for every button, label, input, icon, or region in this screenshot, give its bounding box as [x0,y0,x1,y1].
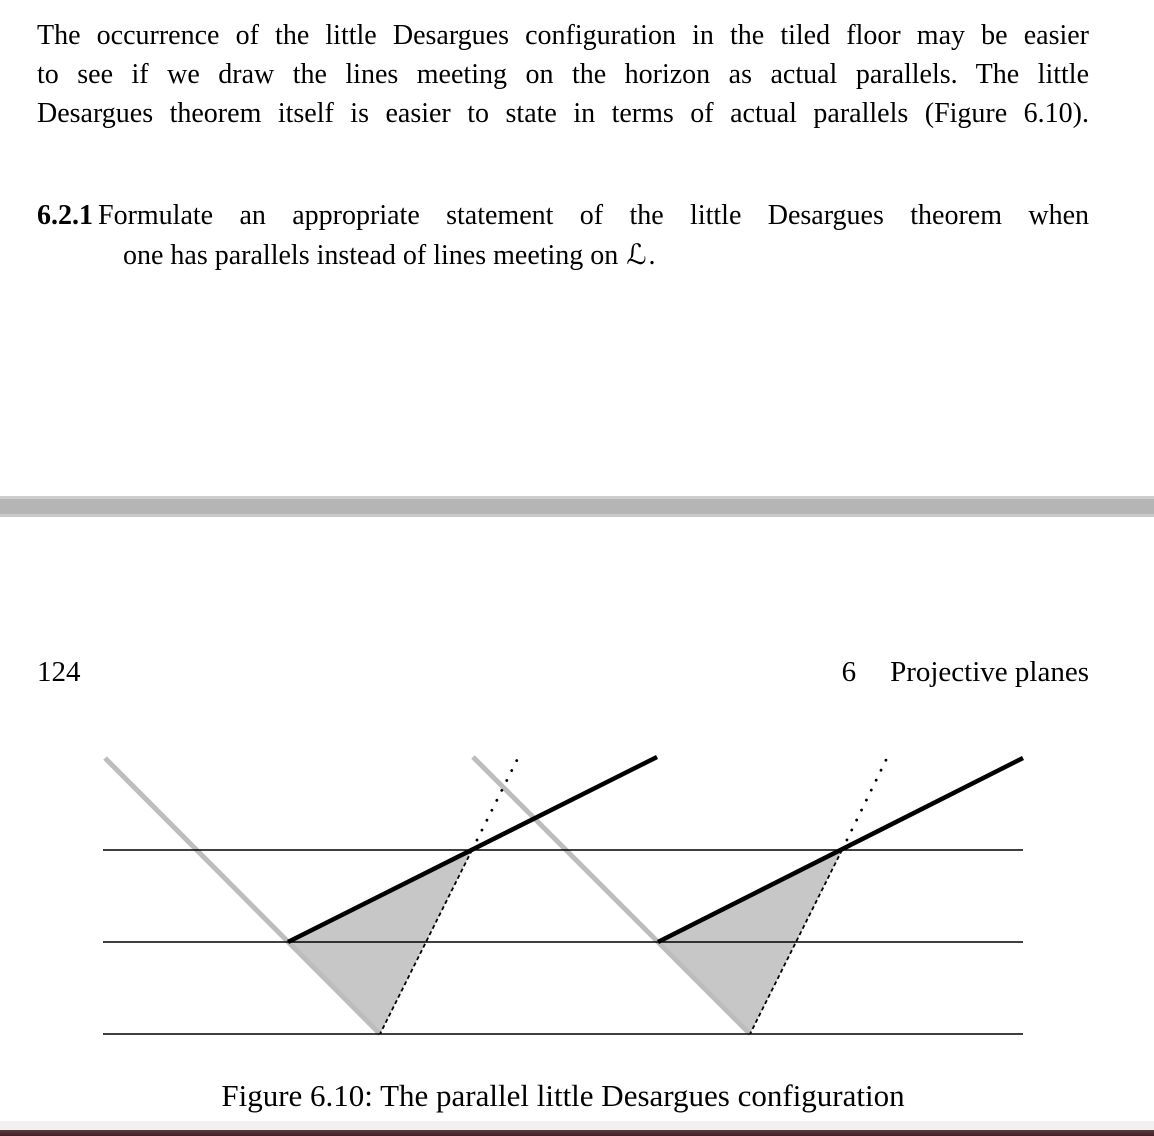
next-page-edge-bar [0,1130,1154,1136]
paragraph-line: The occurrence of the little Desargues configuration in the tiled floor may be easier [37,20,1089,51]
paragraph-line: Desargues theorem itself is easier to state in terms of actual parallels (Figure 6.10). [37,98,1089,129]
paragraph-line: to see if we draw the lines meeting on the horizon as actual parallels. The little [37,59,1089,90]
exercise-number: 6.2.1 [37,200,93,231]
chapter-number: 6 [841,656,857,688]
figure-caption: Figure 6.10: The parallel little Desargues configuration [221,1078,905,1113]
chapter-title: Projective planes [890,656,1089,688]
exercise-line-2-text: one has parallels instead of lines meeting on [123,240,619,271]
exercise-line-2-period: . [648,240,656,271]
gray-diagonal-line [105,758,380,1034]
exercise-line-1: Formulate an appropriate statement of the little Desargues theorem when [98,200,1089,231]
gray-diagonal-line [473,757,750,1034]
script-l-symbol: ℒ [626,238,647,271]
bottom-light-band [0,1121,1154,1130]
page-number: 124 [37,656,81,688]
